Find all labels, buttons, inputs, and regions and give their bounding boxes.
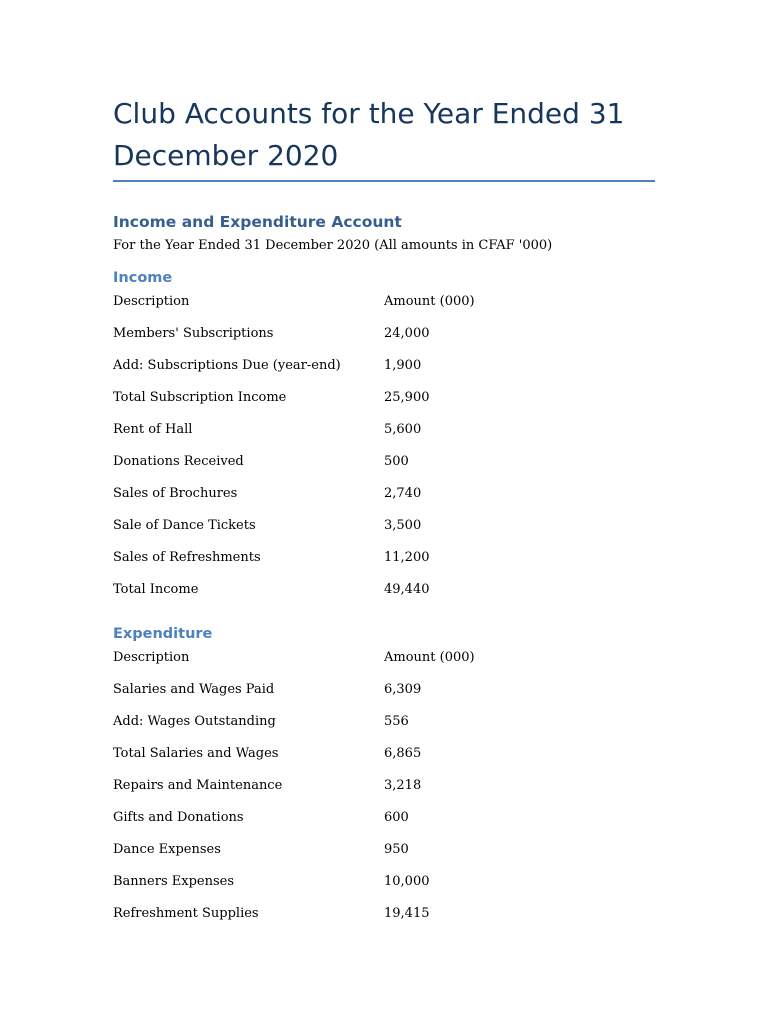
row-description: Donations Received (113, 454, 244, 469)
row-description: Sales of Brochures (113, 486, 238, 501)
title-underline (113, 180, 655, 182)
table-row (113, 778, 655, 810)
table-row (113, 326, 655, 358)
row-description: Banners Expenses (113, 874, 235, 889)
income-header-row (113, 294, 655, 326)
row-amount: 556 (384, 714, 409, 729)
table-row (113, 714, 655, 746)
account-heading: Income and Expenditure Account (113, 213, 402, 231)
row-amount: 500 (384, 454, 409, 469)
row-description: Total Salaries and Wages (113, 746, 279, 761)
row-description: Gifts and Donations (113, 810, 244, 825)
expenditure-col-amount: Amount (000) (384, 650, 475, 665)
document-title: Club Accounts for the Year Ended 31 December 2020 (113, 97, 625, 172)
expenditure-col-description: Description (113, 650, 190, 665)
row-amount: 24,000 (384, 326, 430, 341)
row-description: Sale of Dance Tickets (113, 518, 256, 533)
row-amount: 950 (384, 842, 409, 857)
table-row (113, 454, 655, 486)
table-row (113, 842, 655, 874)
row-description: Rent of Hall (113, 422, 193, 437)
table-row (113, 358, 655, 390)
table-row (113, 906, 655, 938)
row-description: Refreshment Supplies (113, 906, 259, 921)
expenditure-table (113, 650, 655, 938)
income-heading: Income (113, 270, 173, 286)
row-description: Members' Subscriptions (113, 326, 274, 341)
row-amount: 1,900 (384, 358, 422, 373)
row-description: Total Income (113, 582, 199, 597)
expenditure-header-row (113, 650, 655, 682)
row-amount: 25,900 (384, 390, 430, 405)
row-amount: 3,500 (384, 518, 422, 533)
row-amount: 49,440 (384, 582, 430, 597)
row-amount: 2,740 (384, 486, 422, 501)
table-row (113, 582, 655, 614)
income-table (113, 294, 655, 614)
row-amount: 11,200 (384, 550, 430, 565)
table-row (113, 746, 655, 778)
table-row (113, 518, 655, 550)
table-row (113, 874, 655, 906)
row-amount: 19,415 (384, 906, 430, 921)
row-amount: 6,865 (384, 746, 422, 761)
row-amount: 6,309 (384, 682, 422, 697)
table-row (113, 550, 655, 582)
account-subtitle: For the Year Ended 31 December 2020 (All amounts in CFAF '000) (113, 238, 553, 253)
row-amount: 600 (384, 810, 409, 825)
row-description: Salaries and Wages Paid (113, 682, 275, 697)
row-description: Dance Expenses (113, 842, 221, 857)
row-description: Sales of Refreshments (113, 550, 261, 565)
table-row (113, 486, 655, 518)
table-row (113, 390, 655, 422)
row-description: Total Subscription Income (113, 390, 287, 405)
row-description: Add: Wages Outstanding (113, 714, 276, 729)
row-amount: 5,600 (384, 422, 422, 437)
expenditure-heading: Expenditure (113, 626, 213, 642)
row-description: Add: Subscriptions Due (year-end) (113, 358, 341, 373)
table-row (113, 422, 655, 454)
table-row (113, 682, 655, 714)
row-amount: 10,000 (384, 874, 430, 889)
table-row (113, 810, 655, 842)
row-amount: 3,218 (384, 778, 422, 793)
income-col-description: Description (113, 294, 190, 309)
row-description: Repairs and Maintenance (113, 778, 283, 793)
income-col-amount: Amount (000) (384, 294, 475, 309)
